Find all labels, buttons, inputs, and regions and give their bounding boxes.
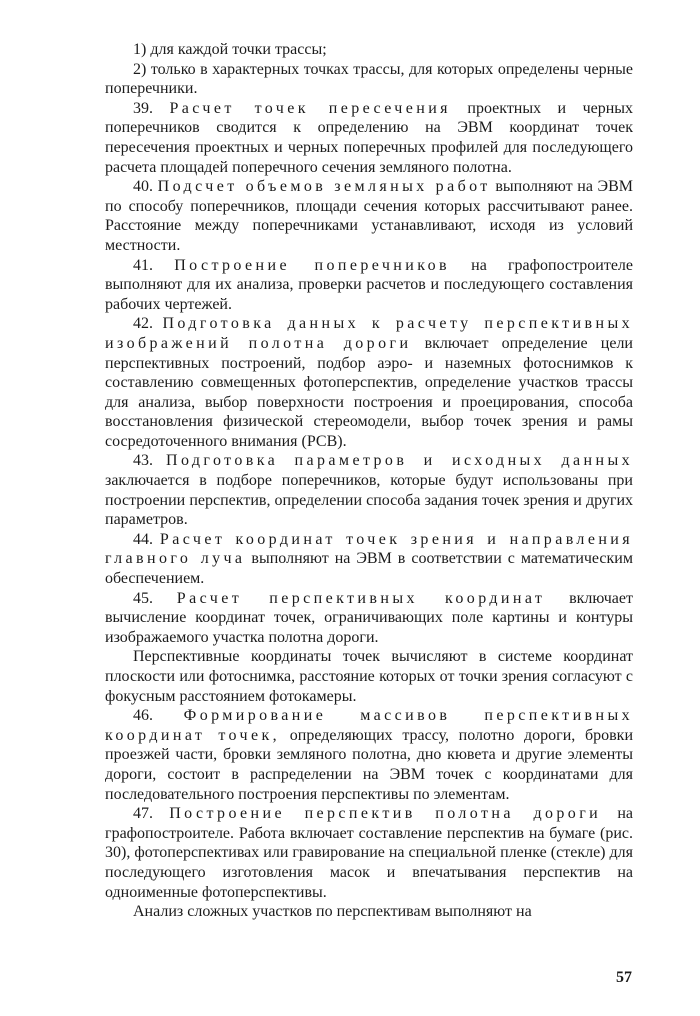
item-number: 46. bbox=[133, 707, 184, 725]
paragraph-43: 43. Подготовка параметров и исходных данных заключается в подборе поперечников, которые будут использованы при построении перспектив, определении способа задания точек зрения и других параметров. bbox=[105, 452, 633, 529]
paragraph-41: 41. Построение поперечников на графопостроителе выполняют для их анализа, проверки расчетов и последующего составления рабочих чертежей. bbox=[105, 256, 633, 313]
paragraph-45-continued: Перспективные координаты точек вычисляют в системе координат плоскости или фотоснимка, расстояние которых от точки зрения согласуют с фокусным расстоянием фотокамеры. bbox=[105, 648, 633, 705]
item-heading: Расчет перспективных координат bbox=[176, 589, 546, 607]
paragraph-47: 47. Построение перспектив полотна дороги на графопостроителе. Работа включает составление перспектив на бумаге (рис. 30), фотоперспективах или гравирование на специальной пленке (стекле) для последующего изготовления масок и впечатывания перспектив на одноименные фотоперспективы. bbox=[105, 805, 633, 901]
item-number: 41. bbox=[133, 256, 175, 274]
item-heading: Построение поперечников bbox=[174, 256, 450, 274]
paragraph-42: 42. Подготовка данных к расчету перспективных изображений полотна дороги включает определение цели перспективных построений, подбор аэро- и наземных фотоснимков к составлению совмещенных фотоперспектив, определение участков трассы для анализа, выбор поверхности построения и проецирования, способа восстановления физической стереомодели, выбор точек зрения и рамы сосредоточенного внимания (РСВ). bbox=[105, 315, 633, 450]
paragraph-46: 46. Формирование массивов перспективных координат точек, определяющих трассу, полотно дороги, бровки проезжей части, бровки земляного полотна, дно кювета и другие элементы дороги, состоит в распределении на ЭВМ точек с координатами для последовательного построения перспективы по элементам. bbox=[105, 707, 634, 803]
paragraph-item-1: 1) для каждой точки трассы; bbox=[133, 41, 327, 58]
paragraph-final: Анализ сложных участков по перспективам выполняют на bbox=[133, 903, 532, 921]
item-number: 45. bbox=[133, 589, 177, 607]
item-heading: Построение перспектив полотна дороги bbox=[169, 805, 602, 823]
item-heading: Подготовка данных к расчету перспективных изображений полотна дороги bbox=[105, 315, 633, 352]
paragraph-45: 45. Расчет перспективных координат включает вычисление координат точек, ограничивающих поле картины и контуры изображаемого участка полотна дороги. bbox=[105, 589, 633, 646]
item-heading: Формирование массивов перспективных координат точек, bbox=[105, 707, 634, 744]
text-body bbox=[105, 40, 633, 922]
item-heading: Подготовка параметров и исходных данных bbox=[166, 452, 633, 470]
item-number: 39. bbox=[133, 99, 170, 117]
paragraph-39: 39. Расчет точек пересечения проектных и черных поперечников сводится к определению на ЭВМ координат точек пересечения проектных и черных поперечных профилей для последующего расчета площадей поперечного сечения земляного полотна. bbox=[105, 99, 634, 176]
page-number: 57 bbox=[616, 969, 632, 986]
item-heading: Расчет координат точек зрения и направления главного луча bbox=[105, 530, 634, 568]
item-number: 44. bbox=[133, 530, 160, 548]
paragraph-40: 40. Подсчет объемов земляных работ выполняют на ЭВМ по способу поперечников, площади сечения которых рассчитывают ранее. Расстояние между поперечниками устанавливают, исходя из условий местности. bbox=[105, 178, 634, 254]
item-number: 43. bbox=[133, 452, 166, 470]
paragraph-item-2: 2) только в характерных точках трассы, для которых определены черные поперечники. bbox=[105, 60, 633, 98]
item-heading: Расчет точек пересечения bbox=[169, 99, 451, 117]
item-number: 47. bbox=[133, 805, 170, 823]
item-heading: Подсчет объемов земляных работ bbox=[157, 178, 491, 196]
paragraph-44: 44. Расчет координат точек зрения и направления главного луча выполняют на ЭВМ в соответствии с математическим обеспечением. bbox=[105, 530, 634, 588]
item-number: 40. bbox=[133, 178, 158, 196]
item-number: 42. bbox=[133, 315, 163, 333]
